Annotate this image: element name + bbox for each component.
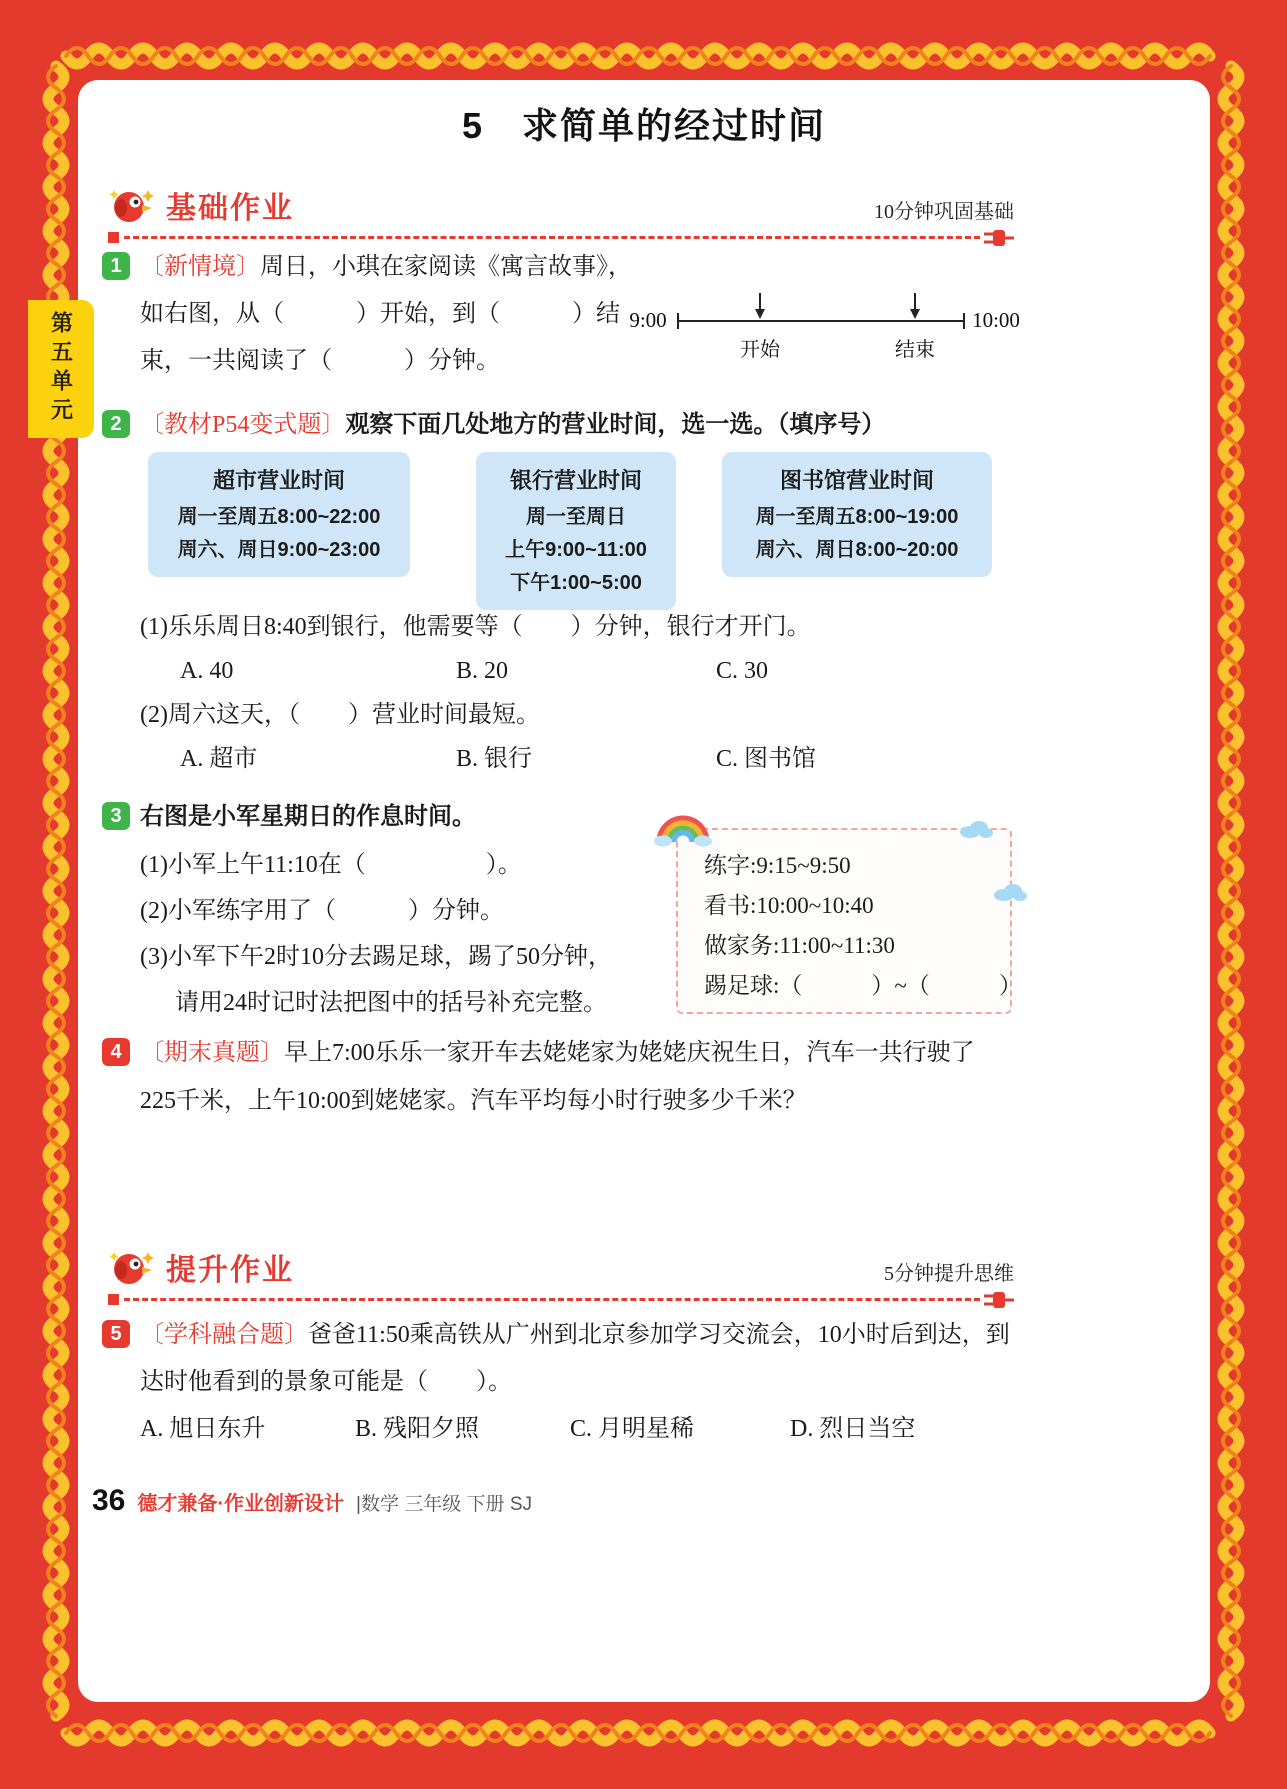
unit-tab-label: 第五单元 — [48, 311, 74, 427]
question-2-stem: 〔教材P54变式题〕观察下面几处地方的营业时间，选一选。（填序号） — [140, 411, 886, 438]
question-2-tag: 〔教材P54变式题〕 — [140, 412, 346, 438]
schedule-box — [676, 828, 1022, 1014]
hours-box-library — [722, 452, 992, 577]
page-number: 36 — [92, 1484, 126, 1517]
cloud-icon — [992, 882, 1028, 902]
section-advanced-header — [108, 1244, 1016, 1308]
divider-dash-line — [124, 1298, 980, 1301]
hours-line: 下午1:00~5:00 — [510, 572, 642, 594]
option-item: B. 残阳夕照 — [355, 1416, 480, 1442]
question-4-line-1: 〔期末真题〕早上7:00乐乐一家开车去姥姥家为姥姥庆祝生日，汽车一共行驶了 — [140, 1040, 975, 1066]
option-item: A. 旭日东升 — [140, 1416, 266, 1442]
question-5-tag: 〔学科融合题〕 — [140, 1322, 308, 1348]
timeline-start-time: 9:00 — [629, 308, 667, 332]
option-item: C. 图书馆 — [716, 746, 817, 772]
question-5-line-1: 〔学科融合题〕爸爸11:50乘高铁从广州到北京参加学习交流会，10小时后到达，到 — [140, 1322, 1010, 1348]
question-3-sub-3-line-2: 请用24时记时法把图中的括号补充完整。 — [175, 990, 607, 1016]
hours-box-bank — [476, 452, 676, 610]
option-item: D. 烈日当空 — [790, 1416, 916, 1442]
question-1-line-2: 如右图，从（ ）开始，到（ ）结 — [140, 301, 620, 327]
question-5-line-2: 达时他看到的景象可能是（ ）。 — [140, 1369, 512, 1395]
question-1-line-3: 束，一共阅读了（ ）分钟。 — [140, 348, 500, 374]
section-basic-note: 10分钟巩固基础 — [874, 201, 1014, 223]
question-3-sub-2: (2)小军练字用了（ ）分钟。 — [140, 898, 504, 924]
question-3-sub-1: (1)小军上午11:10在（ ）。 — [140, 852, 522, 878]
question-3-badge: 3 — [102, 802, 130, 830]
question-2-sub-2: (2)周六这天，（ ）营业时间最短。 — [140, 702, 540, 728]
section-basic-divider — [108, 230, 1016, 246]
question-4-line-2: 225千米，上午10:00到姥姥家。汽车平均每小时行驶多少千米？ — [140, 1088, 807, 1114]
hours-line: 周六、周日8:00~20:00 — [755, 539, 959, 561]
hours-line: 周一至周日 — [526, 506, 626, 528]
section-advanced-divider — [108, 1292, 1016, 1308]
hours-box-title: 银行营业时间 — [509, 468, 642, 493]
rainbow-icon — [654, 804, 712, 848]
question-3-sub-3-line-1: (3)小军下午2时10分去踢足球，踢了50分钟， — [140, 944, 612, 970]
unit-tab — [28, 300, 94, 438]
hours-line: 周六、周日9:00~23:00 — [177, 539, 381, 561]
schedule-line: 做家务:11:00~11:30 — [704, 933, 895, 958]
question-3-stem: 右图是小军星期日的作息时间。 — [140, 803, 476, 830]
option-item: B. 20 — [456, 658, 509, 684]
question-2-sub-1: (1)乐乐周日8:40到银行，他需要等（ ）分钟，银行才开门。 — [140, 614, 811, 640]
plug-icon — [984, 228, 1016, 248]
divider-start-block — [108, 1294, 119, 1305]
schedule-line: 踢足球:（ ）~（ ） — [704, 973, 1022, 998]
question-4-badge: 4 — [102, 1038, 130, 1066]
question-2-badge: 2 — [102, 410, 130, 438]
question-1-badge: 1 — [102, 252, 130, 280]
divider-start-block — [108, 232, 119, 243]
section-basic-title: 基础作业 — [166, 192, 294, 225]
option-item: A. 40 — [180, 658, 234, 684]
section-advanced-title: 提升作业 — [166, 1254, 294, 1287]
hours-line: 周一至周五8:00~19:00 — [755, 506, 959, 528]
divider-dash-line — [124, 236, 980, 239]
question-5-badge: 5 — [102, 1320, 130, 1348]
schedule-line: 看书:10:00~10:40 — [704, 893, 874, 918]
hours-box-supermarket — [148, 452, 410, 577]
reading-timeline-figure — [620, 290, 1030, 372]
hours-line: 上午9:00~11:00 — [505, 539, 647, 561]
timeline-end-label: 结束 — [895, 339, 935, 361]
section-basic-header — [108, 182, 1016, 246]
option-item: A. 超市 — [180, 746, 258, 772]
footer-brand: 德才兼备·作业创新设计 — [137, 1493, 345, 1515]
cloud-icon — [958, 819, 994, 839]
mascot-icon — [108, 1246, 156, 1288]
option-item: B. 银行 — [456, 746, 533, 772]
mascot-icon — [108, 184, 156, 226]
hours-box-title: 图书馆营业时间 — [779, 468, 934, 493]
question-1-tag: 〔新情境〕 — [140, 254, 260, 280]
question-1-line-1: 〔新情境〕周日，小琪在家阅读《寓言故事》， — [140, 254, 632, 280]
option-item: C. 月明星稀 — [570, 1416, 695, 1442]
footer-meta: |数学 三年级 下册 SJ — [356, 1494, 532, 1515]
page-title: 5 求简单的经过时间 — [461, 105, 827, 146]
timeline-end-time: 10:00 — [972, 308, 1020, 332]
timeline-start-label: 开始 — [740, 339, 780, 361]
question-4-tag: 〔期末真题〕 — [140, 1040, 284, 1066]
hours-box-title: 超市营业时间 — [212, 468, 345, 493]
section-advanced-note: 5分钟提升思维 — [884, 1263, 1014, 1285]
schedule-line: 练字:9:15~9:50 — [704, 853, 851, 878]
footer — [92, 1484, 532, 1518]
worksheet-page — [78, 80, 1210, 1702]
option-item: C. 30 — [716, 658, 769, 684]
hours-line: 周一至周五8:00~22:00 — [177, 506, 381, 528]
plug-icon — [984, 1290, 1016, 1310]
